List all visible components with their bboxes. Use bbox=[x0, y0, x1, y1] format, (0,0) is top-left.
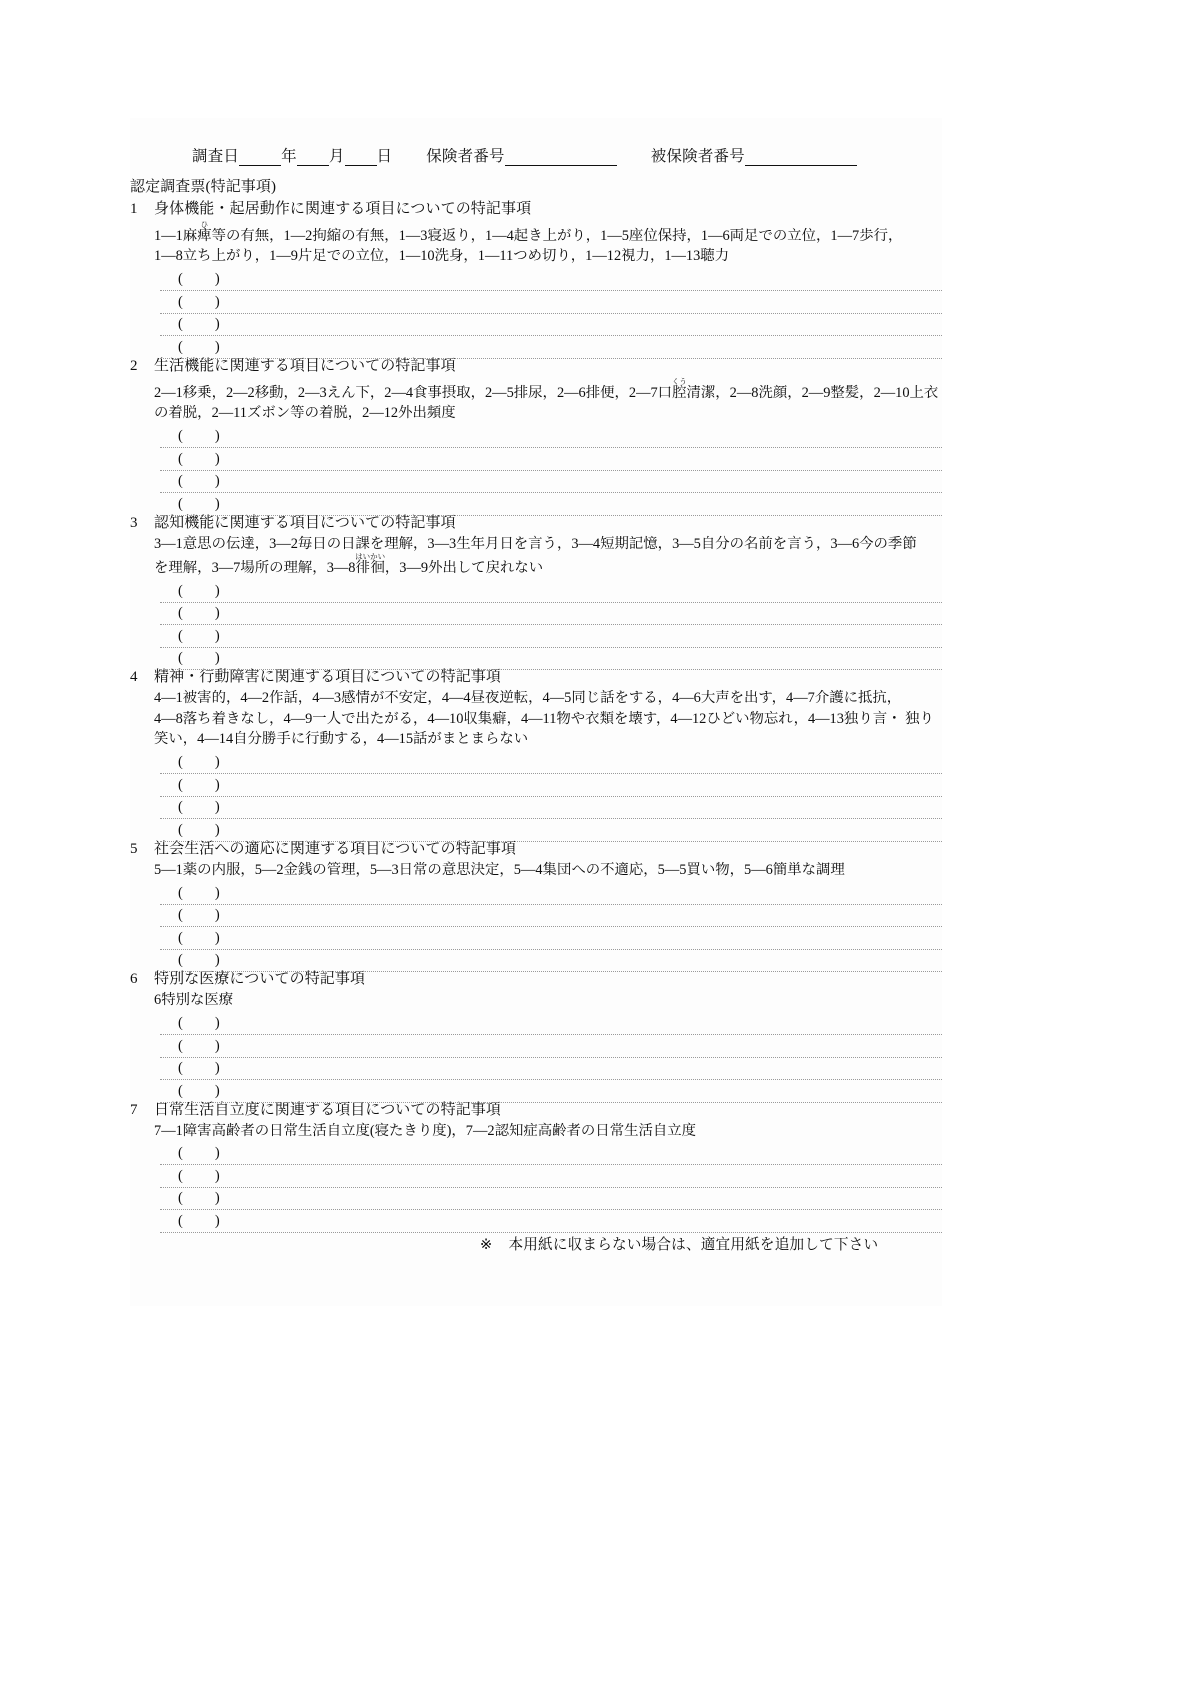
blank-row[interactable] bbox=[160, 291, 942, 314]
blank-row[interactable] bbox=[160, 603, 942, 626]
section-4-items-line1: 4―1被害的，4―2作話，4―3感情が不安定，4―4昼夜逆転，4―5同じ話をする，4―6大声を出す，4―7介護に抵抗， bbox=[154, 690, 902, 707]
footer-note bbox=[130, 1238, 942, 1253]
blank-row-marker: ( ) bbox=[178, 884, 221, 901]
form-header-row bbox=[192, 144, 857, 166]
ruby-mahi bbox=[197, 220, 212, 244]
blank-row-marker: ( ) bbox=[178, 776, 221, 793]
blank-row-marker: ( ) bbox=[178, 754, 221, 771]
section-1-number: 1 bbox=[130, 201, 138, 217]
blank-row[interactable] bbox=[160, 1035, 942, 1058]
section-4-blank-rows bbox=[130, 752, 942, 842]
blank-row[interactable] bbox=[160, 1143, 942, 1166]
section-6-heading bbox=[130, 972, 942, 987]
blank-row-marker: ( ) bbox=[178, 316, 221, 333]
year-label: 年 bbox=[281, 148, 297, 165]
ruby-haikai bbox=[355, 551, 386, 576]
ruby-text-haikai: はいかい bbox=[355, 551, 386, 561]
section-1-items-post: 等の有無，1―2拘縮の有無，1―3寝返り，1―4起き上がり，1―5座位保持，1―6両足での立位，1―7歩行， bbox=[211, 228, 903, 244]
blank-row[interactable] bbox=[160, 336, 942, 359]
section-6 bbox=[130, 972, 942, 1102]
section-5-title: 社会生活への適応に関連する項目についての特記事項 bbox=[154, 840, 517, 857]
section-3-title: 認知機能に関連する項目についての特記事項 bbox=[154, 514, 456, 531]
blank-row-marker: ( ) bbox=[178, 1082, 221, 1099]
ruby-base-hi: 痺 bbox=[197, 228, 212, 244]
blank-row[interactable] bbox=[160, 1080, 942, 1103]
survey-date-label: 調査日 bbox=[192, 148, 240, 165]
blank-row[interactable] bbox=[160, 1013, 942, 1036]
insurer-number-input[interactable] bbox=[505, 149, 617, 166]
section-7-items-line1: 7―1障害高齢者の日常生活自立度(寝たきり度)，7―2認知症高齢者の日常生活自立度 bbox=[154, 1122, 697, 1139]
section-1-items-pre: 1―1麻 bbox=[154, 228, 198, 244]
section-6-items-line1: 6特別な医療 bbox=[154, 992, 234, 1009]
section-3-items-line1: 3―1意思の伝達，3―2毎日の日課を理解，3―3生年月日を言う，3―4短期記憶，3―5自分の名前を言う，3―6今の季節 bbox=[154, 535, 917, 552]
section-7 bbox=[130, 1103, 942, 1233]
blank-row-marker: ( ) bbox=[178, 271, 221, 288]
section-6-title: 特別な医療についての特記事項 bbox=[154, 971, 366, 988]
insured-number-label: 被保険者番号 bbox=[650, 148, 745, 165]
blank-row-marker: ( ) bbox=[178, 929, 221, 946]
blank-row-marker: ( ) bbox=[178, 428, 221, 445]
blank-row-marker: ( ) bbox=[178, 293, 221, 310]
section-4-items bbox=[130, 688, 942, 749]
section-1-items-line2: 1―8立ち上がり，1―9片足での立位，1―10洗身，1―11つめ切り，1―12視力，1―13聴力 bbox=[154, 248, 730, 265]
section-5 bbox=[130, 842, 942, 972]
blank-row[interactable] bbox=[160, 1165, 942, 1188]
section-4 bbox=[130, 670, 942, 841]
blank-row-marker: ( ) bbox=[178, 582, 221, 599]
blank-row-marker: ( ) bbox=[178, 605, 221, 622]
section-3-items-line2-post: ，3―9外出して戻れない bbox=[384, 559, 544, 576]
section-7-blank-rows bbox=[130, 1143, 942, 1233]
insurer-number-label: 保険者番号 bbox=[426, 148, 505, 165]
section-3-blank-rows bbox=[130, 580, 942, 670]
section-7-number: 7 bbox=[130, 1101, 138, 1118]
section-2-title: 生活機能に関連する項目についての特記事項 bbox=[154, 357, 456, 374]
section-4-items-line3: 独り笑い，4―14自分勝手に行動する，4―15話がまとまらない bbox=[154, 710, 934, 748]
blank-row-marker: ( ) bbox=[178, 821, 221, 838]
blank-row[interactable] bbox=[160, 1188, 942, 1211]
section-3-items-line2-pre: を理解，3―7場所の理解，3―8 bbox=[154, 559, 356, 576]
blank-row[interactable] bbox=[160, 819, 942, 842]
month-label: 月 bbox=[328, 148, 345, 165]
form-body bbox=[130, 180, 942, 1253]
section-3 bbox=[130, 516, 942, 670]
section-5-items-line1: 5―1薬の内服，5―2金銭の管理，5―3日常の意思決定，5―4集団への不適応，5―5買い物，5―6簡単な調理 bbox=[154, 861, 845, 878]
insured-number-input[interactable] bbox=[745, 149, 857, 166]
form-sheet bbox=[130, 118, 942, 1306]
survey-date-month-input[interactable] bbox=[297, 149, 329, 166]
blank-row-marker: ( ) bbox=[178, 473, 221, 490]
blank-row-marker: ( ) bbox=[178, 1037, 221, 1054]
blank-row[interactable] bbox=[160, 905, 942, 928]
blank-row-marker: ( ) bbox=[178, 650, 221, 667]
blank-row[interactable] bbox=[160, 1210, 942, 1233]
section-7-items bbox=[130, 1121, 942, 1141]
blank-row[interactable] bbox=[160, 927, 942, 950]
day-label: 日 bbox=[376, 148, 393, 165]
blank-row[interactable] bbox=[160, 580, 942, 603]
blank-row-marker: ( ) bbox=[178, 1167, 221, 1184]
document-title: 認定調査票(特記事項) bbox=[130, 179, 277, 195]
blank-row-marker: ( ) bbox=[178, 1145, 221, 1162]
section-2 bbox=[130, 359, 942, 516]
section-5-heading bbox=[130, 842, 942, 857]
survey-date-year-input[interactable] bbox=[239, 149, 281, 166]
blank-row[interactable] bbox=[160, 882, 942, 905]
blank-row[interactable] bbox=[160, 493, 942, 516]
section-7-title: 日常生活自立度に関連する項目についての特記事項 bbox=[154, 1101, 502, 1118]
blank-row-marker: ( ) bbox=[178, 907, 221, 924]
blank-row[interactable] bbox=[160, 774, 942, 797]
blank-row-marker: ( ) bbox=[178, 952, 221, 969]
blank-row-marker: ( ) bbox=[178, 495, 221, 512]
section-2-heading bbox=[130, 359, 942, 374]
section-2-items bbox=[130, 377, 942, 424]
section-3-heading bbox=[130, 516, 942, 531]
blank-row-marker: ( ) bbox=[178, 627, 221, 644]
blank-row[interactable] bbox=[160, 426, 942, 449]
section-6-number: 6 bbox=[130, 971, 138, 988]
ruby-base-haikai: 徘徊 bbox=[355, 559, 386, 576]
blank-row[interactable] bbox=[160, 1058, 942, 1081]
section-1-items bbox=[130, 220, 942, 267]
footer-note-text: 本用紙に収まらない場合は、適宜用紙を追加して下さい bbox=[508, 1236, 879, 1253]
section-4-title: 精神・行動障害に関連する項目についての特記事項 bbox=[154, 669, 502, 686]
blank-row[interactable] bbox=[160, 797, 942, 820]
section-1 bbox=[130, 202, 942, 359]
blank-row[interactable] bbox=[160, 448, 942, 471]
blank-row[interactable] bbox=[160, 625, 942, 648]
blank-row-marker: ( ) bbox=[178, 450, 221, 467]
section-2-items-post: 清潔，2―8洗顔，2―9整髪，2―10上衣 bbox=[686, 384, 939, 401]
blank-row[interactable] bbox=[160, 269, 942, 292]
ruby-text-hi: ひ bbox=[197, 220, 212, 229]
blank-row-marker: ( ) bbox=[178, 1060, 221, 1077]
blank-row[interactable] bbox=[160, 314, 942, 337]
section-5-number: 5 bbox=[130, 840, 138, 857]
blank-row[interactable] bbox=[160, 752, 942, 775]
section-3-items bbox=[130, 534, 942, 578]
blank-row-marker: ( ) bbox=[178, 799, 221, 816]
blank-row[interactable] bbox=[160, 471, 942, 494]
section-2-blank-rows bbox=[130, 426, 942, 516]
blank-row-marker: ( ) bbox=[178, 1212, 221, 1229]
blank-row-marker: ( ) bbox=[178, 338, 221, 355]
section-3-items-line2 bbox=[154, 551, 544, 576]
section-2-items-pre: 2―1移乗，2―2移動，2―3えん下，2―4食事摂取，2―5排尿，2―6排便，2―7口 bbox=[154, 384, 673, 401]
section-7-heading bbox=[130, 1103, 942, 1118]
section-2-items-line2: の着脱，2―11ズボン等の着脱，2―12外出頻度 bbox=[154, 405, 456, 422]
footer-note-mark: ※ bbox=[480, 1236, 493, 1253]
section-4-heading bbox=[130, 670, 942, 685]
section-1-blank-rows bbox=[130, 269, 942, 359]
blank-row[interactable] bbox=[160, 648, 942, 671]
section-1-heading bbox=[130, 202, 942, 217]
section-5-blank-rows bbox=[130, 882, 942, 972]
section-5-items bbox=[130, 860, 942, 880]
section-6-blank-rows bbox=[130, 1013, 942, 1103]
section-2-number: 2 bbox=[130, 357, 138, 374]
ruby-text-kuu: くう bbox=[671, 376, 687, 386]
section-4-number: 4 bbox=[130, 669, 138, 686]
blank-row-marker: ( ) bbox=[178, 1015, 221, 1032]
blank-row[interactable] bbox=[160, 950, 942, 973]
blank-row-marker: ( ) bbox=[178, 1190, 221, 1207]
ruby-base-kuu: 腔 bbox=[671, 384, 687, 401]
section-3-number: 3 bbox=[130, 514, 138, 531]
ruby-kuu bbox=[671, 376, 687, 401]
section-1-title: 身体機能・起居動作に関連する項目についての特記事項 bbox=[154, 201, 532, 217]
survey-date-day-input[interactable] bbox=[345, 149, 377, 166]
section-6-items bbox=[130, 990, 942, 1010]
section-4-items-line2: 4―8落ち着きなし，4―9一人で出たがる，4―10収集癖，4―11物や衣類を壊す，4―12ひどい物忘れ，4―13独り言・ bbox=[154, 710, 902, 727]
